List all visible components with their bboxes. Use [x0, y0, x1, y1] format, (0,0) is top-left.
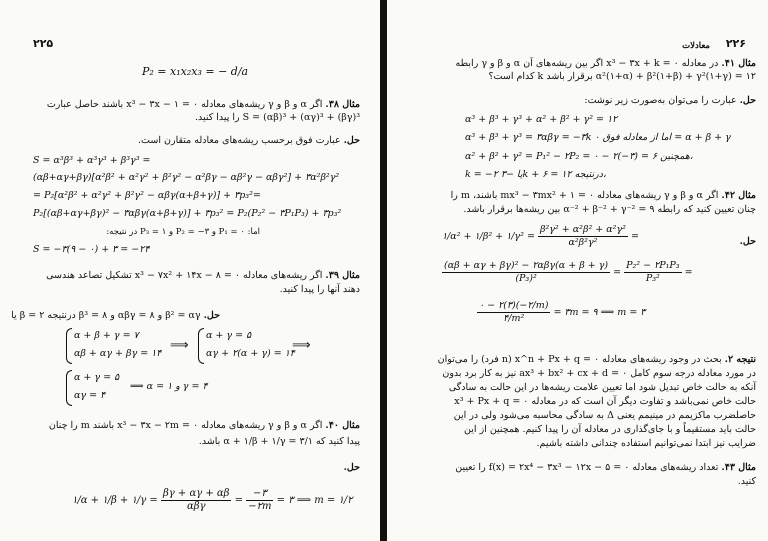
example-39-heading: مثال ۳۹. [325, 270, 360, 281]
equation-line: α² + β² + γ² = P₁² − ۲P₂ = ۰ − ۲(−۳) = ۶ همچنین، [465, 151, 693, 162]
fraction-sum: ۱/α + ۱/β + ۱/γ [72, 495, 147, 506]
example-43-statement [416, 462, 756, 474]
example-40-text-line2: پیدا کنید که ۱/α + ۱/β + ۱/γ = ۳ باشد. [198, 436, 360, 447]
system-equation: α + γ = ۵ [74, 372, 120, 383]
example-43-heading: مثال ۴۳. [721, 462, 756, 473]
result: = ۳ ⟹ m = ۱/۲ [276, 495, 353, 506]
example-38-heading: مثال ۳۸. [325, 99, 360, 110]
example-42-equation-1: ۱/α² + ۱/β² + ۱/γ² = $\frac{\text{β²γ² + α²β² + α²γ²}}{\text{α²β²γ²}}$ = [442, 224, 639, 248]
example-39-statement [30, 270, 360, 282]
solution-text: عبارت فوق برحسب ریشه‌های معادله متقارن است. [138, 135, 341, 146]
system-equation: αβ + αγ + βγ = ۱۴ [74, 348, 162, 359]
solution-label: حل. [739, 236, 756, 247]
example-41-statement [416, 58, 756, 70]
implies-arrow: ⟹ [292, 338, 311, 353]
example-38-text-line1: اگر α و β و γ ریشه‌های معادله ۰ = x³ − ۳x − ۱ باشند حاصل عبارت [46, 99, 323, 110]
example-42-statement [416, 190, 756, 202]
system-equation: αγ + ۲(α + γ) = ۱۴ [206, 348, 295, 359]
fraction: $\frac{\beta\gamma + \alpha\gamma + \alpha\beta}{\text{αβγ}}$ [162, 488, 230, 512]
example-40-statement [30, 420, 360, 432]
example-43-text-line1: تعداد ریشه‌های معادله ۰ = f(x) = ۲x⁴ − ۳x³ − ۱۲x − ۵ را تعیین [455, 462, 719, 473]
fraction-sum: ۱/α² + ۱/β² + ۱/γ² = [442, 231, 535, 242]
equation-line: P₂[(αβ+αγ+βγ)² − ۳αβγ(α+β+γ)] + ۳p₃² = P₂(P₂² − ۳P₁P₃) + ۳p₃² [33, 208, 342, 219]
right-page [387, 0, 768, 541]
example-40-solution-equation: ۱/α + ۱/β + ۱/γ = $\frac{\beta\gamma + \alpha\gamma + \alpha\beta}{\text{αβγ}}$ = $\frac{-۳}{-۲m}$ = ۳ ⟹ m = ۱/۲ [72, 488, 353, 512]
equation-line: اما: ۰ = P₁ و ۳− = P₂ و ۱ = P₃ در نتیجه: [106, 227, 260, 237]
page-number: ۲۲۶ [725, 37, 746, 50]
solution-text: β² = αγ و αβγ = ۸ و ۸ = β³ درنتیجه ۲ = β یا [11, 310, 201, 321]
equation-line: k = −۲ یا −۳k + ۶ = ۱۲ درنتیجه، [465, 169, 607, 180]
note-2-line: آنکه به حالت خاص تبدیل شود اما تعیین علامت ریشه‌ها در این حالت به سادگی [448, 382, 756, 393]
left-page [0, 0, 380, 541]
example-39-text-line2: دهند آنها را پیدا کنید. [279, 284, 360, 295]
solution-label: حل. [203, 310, 220, 321]
note-2-line: حالت باید مستقیماً و با جای‌گذاری در معادله آن را پیدا کنیم. همچنین از این [464, 424, 756, 435]
fraction: $\frac{۰ - ۲(۳)(-۲/m)}{\text{۴/m²}}$ [479, 300, 549, 324]
note-2-line-1: نتیجه ۲. بحث در وجود ریشه‌های معادله ۰ = x^n + Px + q (n فرد) را می‌توان [437, 354, 756, 365]
example-42-text-line2: چنان تعیین کنید که رابطه α⁻² + β⁻² + γ⁻² = ۹ بین ریشه‌ها برقرار باشد. [463, 204, 756, 215]
running-head: معادلات [682, 41, 710, 51]
example-42-text-line1: اگر α و β و γ ریشه‌های معادله ۰ = mx³ − ۳mx² + ۱ باشند، m را [450, 190, 719, 201]
fraction: $\frac{\text{P₂² − ۲P₁P₃}}{\text{P₃²}}$ [626, 260, 680, 284]
example-38-solution-intro [30, 135, 360, 147]
solution-label: حل. [343, 462, 360, 473]
equation-line: α³ + β³ + γ³ + α² + β² + γ² = ۱۲ [465, 114, 618, 125]
system-result: ⟹ α = ۱ و γ = ۴ [130, 381, 208, 392]
example-38-text-line2: S = (αβ)³ + (αγ)³ + (βγ)³ را پیدا کنید. [194, 112, 360, 123]
example-41-text-line2: α²(۱+α) + β²(۱+β) + γ²(۱+γ) = ۱۲ برقرار باشد k کدام است؟ [488, 71, 756, 82]
solution-label: حل. [343, 135, 360, 146]
note-2-line: در مورد معادله درجه سوم کامل ۰ = ax³ + bx² + cx + d نیز به کار برد بدون [442, 368, 756, 379]
note-2-line: حاصلضرب ماکزیمم در مینیمم یعنی Δ به سادگی محاسبه می‌شود ولی در این [453, 410, 756, 421]
fraction: $\frac{\text{β²γ² + α²β² + α²γ²}}{\text{α²β²γ²}}$ [539, 224, 626, 248]
example-39-solution-intro [11, 310, 220, 322]
fraction: $\frac{\text{(αβ + αγ + βγ)² − ۲αβγ(α + β + γ)}}{\text{(P₃)²}}$ [444, 260, 609, 284]
note-2-line: حالت خاص نمی‌باشد و تفاوت دیگر آن است که در معادله ۰ = x³ + Px + q [454, 396, 756, 407]
equation-line: S = α³β³ + α³γ³ + β³γ³ = [33, 155, 151, 166]
system-brace [66, 370, 72, 406]
system-equation: α + γ = ۵ [206, 330, 252, 341]
system-brace [66, 328, 72, 364]
result: = ۳m = ۹ ⟹ m = ۳ [553, 307, 646, 318]
note-2-line: ضرایب نیز ابتدا نمی‌توانیم استفاده چندانی داشته باشیم. [536, 438, 756, 449]
example-41-text-line1: در معادله ۰ = x³ − ۳x + k اگر بین ریشه‌های آن α و β و γ رابطه [455, 58, 719, 69]
system-equation: α + β + γ = ۷ [74, 330, 139, 341]
example-38-statement [30, 99, 360, 111]
example-43-text-line2: کنید. [737, 476, 756, 487]
example-40-heading: مثال ۴۰. [325, 420, 360, 431]
example-42-equation-3 [477, 300, 645, 325]
book-gutter [380, 0, 387, 541]
equation-line: (αβ+αγ+βγ)[α²β² + α²γ² + β²γ² − α²βγ − αβ²γ − αβγ²] + ۳α²β²γ² [33, 172, 340, 183]
example-42-equation-2: $\frac{\text{(αβ + αγ + βγ)² − ۲αβγ(α + β + γ)}}{\text{(P₃)²}}$ = $\frac{\text{P₂² − ۲P₁P₃}}{\text{P₃²}}$ = [444, 260, 693, 284]
equation-line: = P₂[α²β² + α²γ² + β²γ² − αβγ(α+β+γ)] + ۳p₃²= [33, 190, 261, 201]
solution-label: حل. [739, 95, 756, 106]
example-41-solution-intro [416, 95, 756, 107]
equation-line: S = −۳(۹ − ۰) + ۳ = −۲۴ [33, 244, 150, 255]
example-42-heading: مثال ۴۲. [721, 190, 756, 201]
fraction: $\frac{-۳}{-۲m}$ [248, 488, 272, 512]
note-2-heading: نتیجه ۲. [724, 354, 756, 365]
example-40-text-line1: اگر α و β و γ ریشه‌های معادله ۰ = x³ − ۳x − ۲m باشند m را چنان [48, 420, 323, 431]
page-number: ۲۲۵ [33, 37, 54, 50]
example-39-text-line1: اگر ریشه‌های معادله ۰ = x³ − ۷x² + ۱۴x − ۸ تشکیل تصاعد هندسی [46, 270, 323, 281]
solution-text: عبارت را می‌توان به‌صورت زیر نوشت: [584, 95, 737, 106]
system-equation: αγ = ۴ [74, 390, 106, 401]
example-41-heading: مثال ۴۱. [721, 58, 756, 69]
equation-line: α³ + β³ + γ³ = ۳αβγ = −۳k اما از معادله فوق ۰ = α + β + γ [465, 132, 731, 143]
system-brace [198, 328, 204, 364]
implies-arrow: ⟹ [170, 338, 189, 353]
formula-p2: P₂ = x₁x₂x₃ = − d/a [142, 65, 249, 78]
